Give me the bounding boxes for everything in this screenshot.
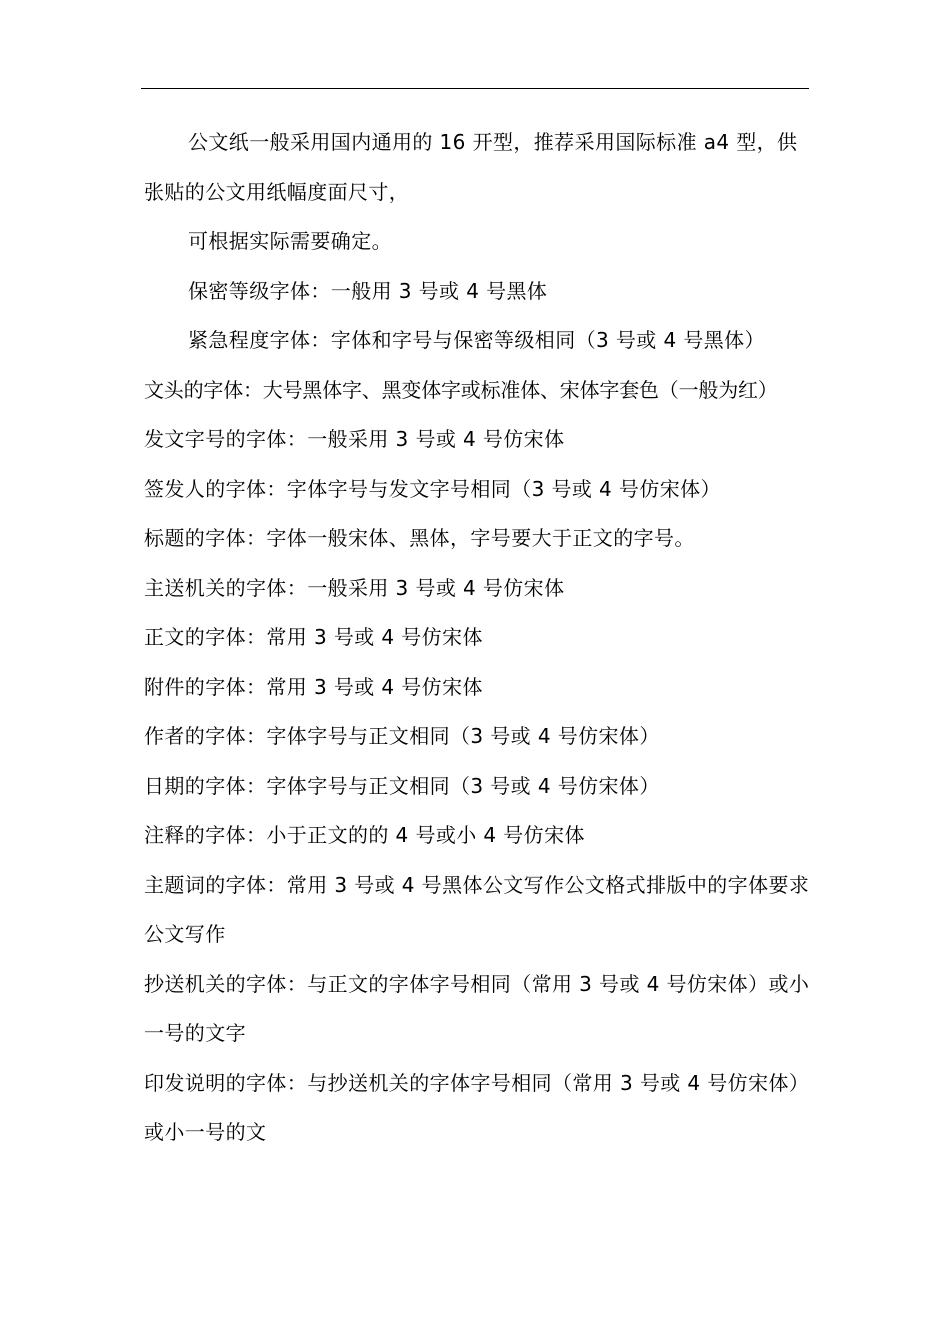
paragraph: 保密等级字体：一般用 3 号或 4 号黑体 [188, 278, 548, 303]
paragraph: 印发说明的字体：与抄送机关的字体字号相同（常用 3 号或 4 号仿宋体）或小一号的文 [144, 1070, 810, 1144]
paragraph: 公文纸一般采用国内通用的 16 开型，推荐采用国际标准 a4 型，供张贴的公文用纸幅度面尺寸， [144, 130, 798, 204]
paragraph: 可根据实际需要确定。 [188, 229, 392, 253]
paragraph: 日期的字体：字体字号与正文相同（3 号或 4 号仿宋体） [144, 773, 660, 798]
paragraph: 注释的字体：小于正文的的 4 号或小 4 号仿宋体 [144, 823, 585, 847]
paragraph: 发文字号的字体：一般采用 3 号或 4 号仿宋体 [144, 427, 565, 451]
paragraph: 附件的字体：常用 3 号或 4 号仿宋体 [144, 674, 483, 699]
paragraph: 正文的字体：常用 3 号或 4 号仿宋体 [144, 625, 483, 649]
paragraph: 标题的字体：字体一般宋体、黑体，字号要大于正文的字号。 [144, 526, 695, 550]
paragraph: 签发人的字体：字体字号与发文字号相同（3 号或 4 号仿宋体） [144, 476, 721, 501]
document-body [144, 118, 810, 1158]
header-rule [141, 88, 809, 89]
paragraph: 抄送机关的字体：与正文的字体字号相同（常用 3 号或 4 号仿宋体）或小一号的文字 [144, 971, 810, 1045]
paragraph: 主题词的字体：常用 3 号或 4 号黑体公文写作公文格式排版中的字体要求公文写作 [144, 872, 810, 946]
paragraph: 作者的字体：字体字号与正文相同（3 号或 4 号仿宋体） [144, 724, 660, 748]
paragraph: 文头的字体：大号黑体字、黑变体字或标准体、宋体字套色（一般为红） [144, 377, 778, 402]
paragraph: 主送机关的字体：一般采用 3 号或 4 号仿宋体 [144, 575, 565, 600]
paragraph: 紧急程度字体：字体和字号与保密等级相同（3 号或 4 号黑体） [188, 328, 765, 352]
